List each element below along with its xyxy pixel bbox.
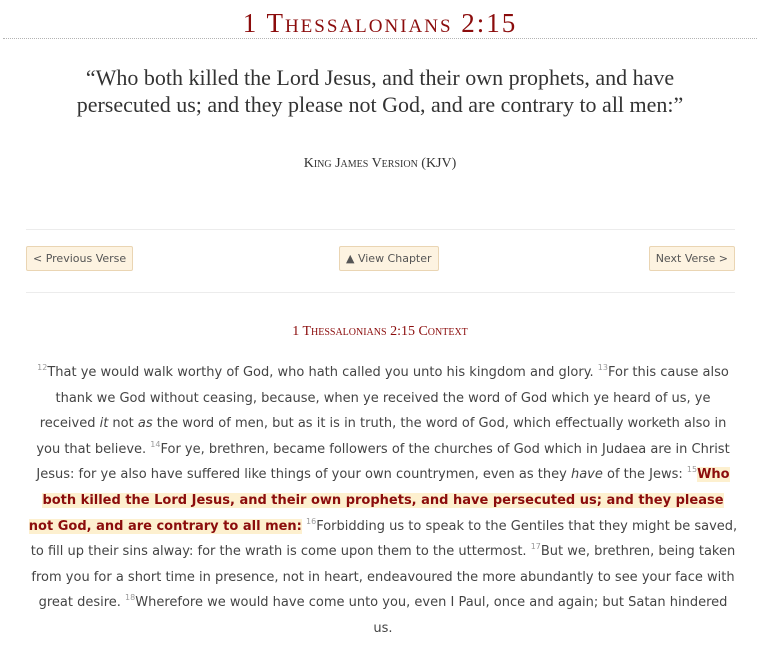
verse-14-italic-have: have [570, 467, 603, 483]
divider-top [26, 229, 735, 230]
verse-quote [20, 64, 740, 118]
verse-14-text-b: of the Jews: [602, 467, 687, 483]
verse-number-15: 15 [686, 465, 698, 475]
verse-quote-line-1: “Who both killed the Lord Jesus, and their own prophets, and have [85, 65, 675, 90]
verse-number-16: 16 [306, 516, 317, 526]
verse-16-text: Forbidding us to speak to the Gentiles that they might be saved, to fill up their sins alway: for the wrath is come upon them to the uttermost. [30, 518, 738, 560]
verse-quote-line-2: persecuted us; and they please not God, and are contrary to all men:” [76, 92, 684, 117]
view-chapter-button[interactable]: ▲ View Chapter [339, 246, 439, 271]
verse-13-text-c: the word of men, but as it is in truth, the word of God, which effectually worketh also in you that believe. [36, 416, 727, 457]
next-verse-button[interactable]: Next Verse > [649, 246, 735, 271]
verse-18-text: Wherefore we would have come unto you, even I Paul, once and again; but Satan hindered us. [135, 595, 728, 636]
bible-version-label: King James Version (KJV) [303, 156, 457, 171]
context-passage [28, 360, 738, 642]
verse-13-italic-it: it [99, 416, 109, 432]
divider-bottom [26, 292, 735, 293]
context-title: 1 Thessalonians 2:15 Context [292, 324, 468, 339]
verse-14-text-a: For ye, brethren, became followers of the churches of God which in Judaea are in Christ Jesus: for ye also have suffered like things of your own countrymen, even as they [36, 441, 730, 483]
previous-verse-button[interactable]: < Previous Verse [26, 246, 133, 271]
verse-13-text-a: For this cause also thank we God without ceasing, because, when ye received the word of God which ye heard of us, ye received [39, 365, 729, 432]
verse-number-18: 18 [125, 593, 136, 603]
verse-13-italic-as: as [137, 416, 153, 432]
verse-15-highlighted-text: Who both killed the Lord Jesus, and their own prophets, and have persecuted us; and they please not God, and are contrary to all men: [28, 467, 730, 534]
verse-number-12: 12 [37, 363, 48, 372]
verse-17-text: But we, brethren, being taken from you for a short time in presence, not in heart, endeavoured the more abundantly to see your face with great desire. [31, 544, 736, 611]
verse-number-13: 13 [597, 363, 608, 372]
page-title: 1 Thessalonians 2:15 [242, 8, 518, 38]
verse-number-14: 14 [150, 439, 161, 449]
verse-12-text: That ye would walk worthy of God, who hath called you unto his kingdom and glory. [47, 365, 598, 380]
verse-13-text-b: not [108, 416, 138, 432]
verse-number-17: 17 [530, 542, 541, 552]
title-divider [3, 38, 757, 39]
